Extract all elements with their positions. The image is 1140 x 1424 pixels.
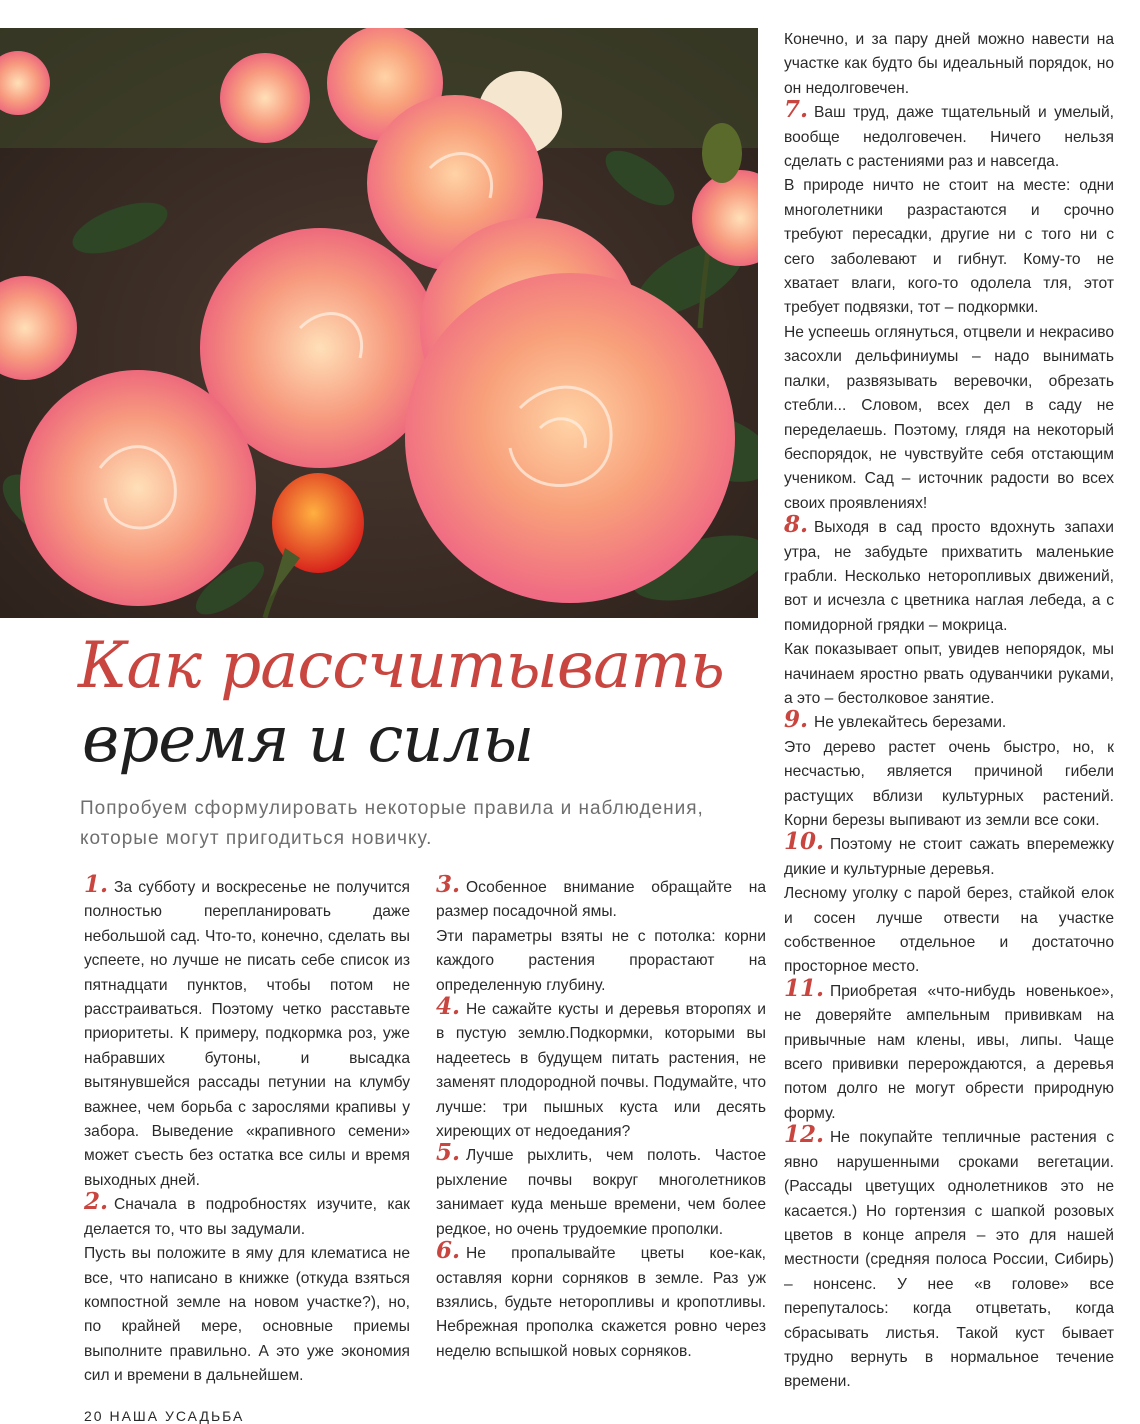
list-item-11 [784,974,1114,1126]
item-text: За субботу и воскресенье не получится полностью перепланировать даже небольшой сад. Что-то, конечно, сделать вы успеете, но лучше не писать себе список из пятнадцати пунктов, чтобы потом не расстраиваться. Поэтому четко расставьте приоритеты. К примеру, подкормка роз, уже набравших бутоны, и высадка вытянувшейся рассады петунии на клумбу важнее, чем борьба с зарослями крапивы у забора. Выведение «крапивного семени» может съесть без остатка все силы и время выходных дней. [84,879,410,1189]
column-left [84,871,410,1389]
item-text: Особенное внимание обращайте на размер посадочной ямы. [436,879,766,921]
list-item-9 [784,706,1114,735]
list-item-4 [436,993,766,1144]
paragraph: Эти параметры взяты не с потолка: корни каждого растения прорастают на определенную глубину. [436,927,766,994]
item-text: Выходя в сад просто вдохнуть запахи утра, не забудьте прихватить маленькие грабли. Несколько неторопливых движений, вот и исчезла с цветника наглая лебеда, а с помидорной грядки – мокрица. [784,519,1114,634]
item-number: 1. [84,871,109,898]
item-number: 11. [784,974,825,1002]
item-text: Не увлекайтесь березами. [814,714,1007,732]
item-text: Приобретая «что-нибудь новенькое», не доверяйте ампельным прививкам на привычные нам клены, ивы, липы. Чаще всего прививки перерождаются, а деревья потом долго не могут обрести природную форму. [784,982,1114,1122]
paragraph: Это дерево растет очень быстро, но, к несчастью, является причиной гибели растущих вблизи культурных растений. Корни березы выпивают из земли все соки. [784,738,1114,829]
item-number: 7. [784,96,809,124]
list-item-1 [84,871,410,1193]
item-text: Сначала в подробностях изучите, как делается то, что вы задумали. [84,1196,410,1238]
item-text: Не покупайте тепличные растения с явно нарушенными сроками вегетации. (Рассады цветущих однолетников это не касается.) Но гортензия с шапкой розовых цветов в конце апреля – это для нашей местности (средняя полоса России, Сибирь) – нонсенс. У нее «в голове» все перепуталось: когда отцветать, когда сбрасывать листья. Такой куст бывает трудно вернуть в нормальное течение времени. [784,1129,1114,1391]
list-item-3 [436,871,766,925]
column-right [784,28,1114,1395]
article-subtitle: Попробуем сформулировать некоторые правила и наблюдения, которые могут пригодиться новичку. [80,798,704,849]
item-text: Лучше рыхлить, чем полоть. Частое рыхление почвы вокруг многолетников занимает куда меньше времени, чем более редкое, но очень трудоемкие прополки. [436,1147,766,1238]
title-line-2: время и силы [82,703,534,777]
item-number: 4. [436,993,461,1021]
item-number: 12. [784,1121,825,1149]
list-item-8 [784,511,1114,638]
item-number: 2. [84,1188,109,1216]
item-text: Не сажайте кусты и деревья второпях и в пустую землю.Подкормки, которыми вы надеетесь в будущем питать растения, не заменят плодородной почвы. Подумайте, что лучше: три пышных куста или десять хиреющих от недоедания? [436,1001,766,1141]
rose-illustration [0,28,758,618]
article-title [78,628,724,776]
list-item-6 [436,1237,766,1364]
list-item-12 [784,1121,1114,1394]
item-number: 3. [436,871,461,898]
title-line-1: Как рассчитывать [78,629,724,703]
item-text: Ваш труд, даже тщательный и умелый, вообще недолговечен. Ничего нельзя сделать с растениями раз и навсегда. [784,104,1114,171]
list-item-2 [84,1188,410,1242]
item-number: 10. [784,828,825,856]
paragraph: Не успеешь оглянуться, отцвели и некрасиво засохли дельфиниумы – надо вынимать палки, развязывать веревочки, обрезать стебли... Словом, всех дел в саду не переделаешь. Поэтому, глядя на некоторый беспорядок, не чувствуйте себя отстающим учеником. Сад – источник радости во всех своих проявлениях! [784,323,1114,512]
rose-photo [0,28,758,618]
list-item-5 [436,1139,766,1242]
item-number: 8. [784,511,809,539]
list-item-7 [784,96,1114,174]
paragraph: Как показывает опыт, увидев непорядок, мы начинаем яростно рвать одуванчики руками, а это – бестолковое занятие. [784,641,1114,707]
paragraph: Лесному уголку с парой берез, стайкой елок и сосен лучше отвести на участке собственное отдельное и достаточно просторное место. [784,885,1114,976]
page-footer: 20 НАША УСАДЬБА [84,1408,245,1424]
item-number: 6. [436,1237,461,1265]
item-text: Не пропалывайте цветы кое-как, оставляя корни сорняков в земле. Раз уж взялись, будьте неторопливы и кропотливы. Небрежная прополка скажется ровно через неделю вспышкой новых сорняков. [436,1245,766,1360]
column-middle [436,871,766,1364]
item-text: Поэтому не стоит сажать вперемежку дикие и культурные деревья. [784,836,1114,878]
paragraph: Пусть вы положите в яму для клематиса не все, что написано в книжке (откуда взяться компостной земле на новом участке?), но, по крайней мере, основные приемы выполните правильно. А это уже экономия сил и времени в дальнейшем. [84,1245,410,1385]
paragraph: В природе ничто не стоит на месте: одни многолетники разрастаются и срочно требуют пересадки, другие ни с того ни с сего заболевают и гибнут. Кому-то не хватает влаги, кого-то одолела тля, этот требует подвязки, тот – подкормки. [784,177,1114,317]
paragraph: Конечно, и за пару дней можно навести на участке как будто бы идеальный порядок, но он недолговечен. [784,31,1114,97]
item-number: 9. [784,706,809,734]
item-number: 5. [436,1139,461,1167]
list-item-10 [784,828,1114,882]
